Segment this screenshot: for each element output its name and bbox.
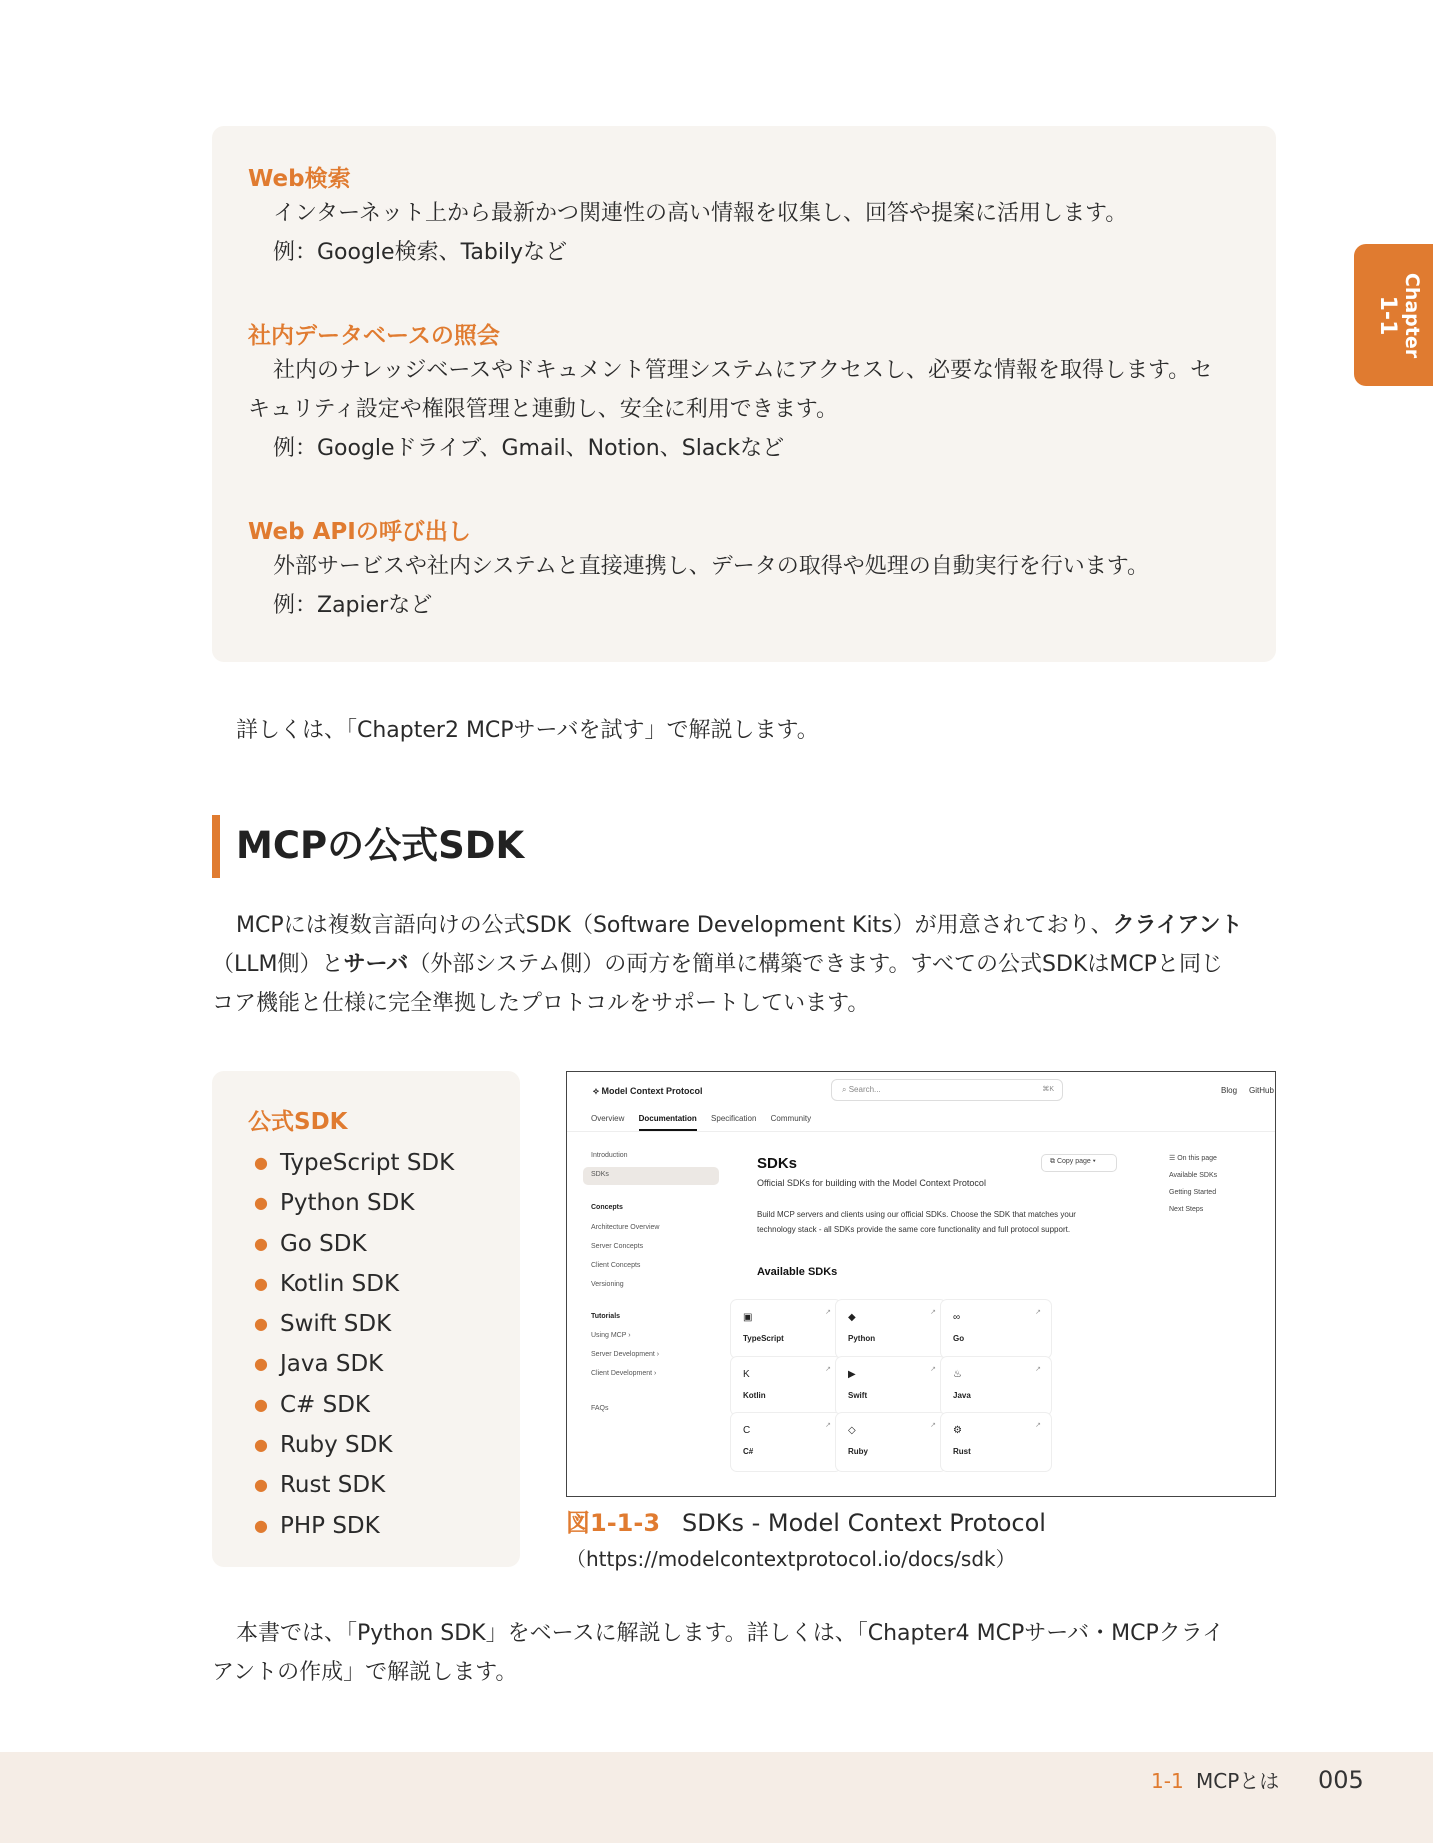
figure-label: 図1-1-3: [566, 1509, 661, 1537]
sdk-card[interactable]: [836, 1300, 946, 1358]
sidebar-item-versioning[interactable]: Versioning: [591, 1281, 624, 1288]
bullet-icon: ●: [254, 1193, 268, 1213]
sdk-list-item: [254, 1425, 454, 1465]
intro-bold-server: サーバ: [343, 952, 409, 977]
page-title: SDKs: [757, 1155, 798, 1172]
bullet-icon: ●: [254, 1394, 268, 1414]
sdk-card-name: Go: [953, 1334, 965, 1343]
sdk-list-item-label: Python SDK: [279, 1190, 415, 1217]
sdk-list-item: [254, 1264, 454, 1304]
info-item-internal-db: [248, 321, 1212, 468]
toc-item-available[interactable]: Available SDKs: [1169, 1172, 1218, 1179]
sidebar-item-faqs[interactable]: FAQs: [591, 1405, 609, 1412]
sdk-list-item: [254, 1465, 454, 1505]
sdk-list-item-label: TypeScript SDK: [279, 1150, 455, 1176]
intro-bold-client: クライアント: [1112, 913, 1243, 938]
doc-tabs: [591, 1114, 823, 1123]
tab-overview[interactable]: Overview: [591, 1114, 625, 1123]
page-body-line: Build MCP servers and clients using our official SDKs. Choose the SDK that matches your: [757, 1210, 1076, 1219]
sdk-logo-icon: ◇: [848, 1425, 856, 1436]
sidebar-item-client-concepts[interactable]: Client Concepts: [591, 1262, 641, 1269]
info-item-text: キュリティ設定や権限管理と連動し、安全に利用できます。: [248, 397, 839, 422]
sidebar-heading-concepts: Concepts: [591, 1204, 623, 1211]
bullet-icon: ●: [254, 1153, 268, 1172]
toc-item-getting-started[interactable]: Getting Started: [1169, 1189, 1217, 1196]
search-shortcut: ⌘K: [1042, 1086, 1054, 1093]
intro-line: [212, 945, 1276, 984]
mcp-logo: ⟡ Model Context Protocol: [593, 1086, 703, 1096]
sdk-card-name: C#: [743, 1447, 754, 1456]
info-item-text: 外部サービスや社内システムと直接連携し、データの取得や処理の自動実行を行います。: [273, 554, 1150, 579]
search-icon: ⌕ Search...: [842, 1085, 881, 1094]
sdk-logo-icon: K: [743, 1369, 750, 1380]
copy-icon: ⧉ Copy page ▾: [1050, 1158, 1096, 1165]
figure-caption: [566, 1507, 1046, 1539]
copy-page-label: Copy page: [1056, 1158, 1091, 1165]
info-item-text: インターネット上から最新かつ関連性の高い情報を収集し、回答や提案に活用します。: [273, 201, 1128, 226]
intro-text: MCPには複数言語向けの公式SDK（Software Development Kits）が用意されており、: [236, 913, 1113, 938]
page-footer: [0, 1752, 1433, 1843]
sdk-card-name: Python: [848, 1334, 876, 1343]
sdk-list: [254, 1143, 454, 1546]
section-heading-bar: [212, 815, 220, 878]
sdk-card[interactable]: [731, 1300, 841, 1358]
sidebar-item-introduction[interactable]: Introduction: [591, 1152, 628, 1159]
info-item-text: 社内のナレッジベースやドキュメント管理システムにアクセスし、必要な情報を取得します。セ: [273, 358, 1213, 383]
sdk-logo-icon: C: [743, 1425, 751, 1436]
sdk-card[interactable]: [731, 1357, 841, 1415]
footer-section-number: 1-1: [1151, 1769, 1184, 1793]
sdk-card-name: Java: [953, 1391, 971, 1400]
sidebar-item-using-mcp[interactable]: Using MCP ›: [591, 1332, 631, 1339]
sdk-logo-icon: ⚙: [953, 1425, 962, 1436]
sdk-list-item: [254, 1224, 454, 1264]
sdk-card[interactable]: [836, 1413, 946, 1471]
tab-community[interactable]: Community: [770, 1114, 812, 1123]
sdk-list-item-label: C# SDK: [279, 1391, 371, 1418]
sidebar-item-server-concepts[interactable]: Server Concepts: [591, 1243, 644, 1250]
tab-specification[interactable]: Specification: [711, 1114, 757, 1123]
external-link-icon: ↗: [825, 1366, 831, 1373]
info-item-web-api: [248, 517, 1149, 625]
sdk-logo-icon: ∞: [953, 1312, 961, 1323]
info-box: [212, 126, 1276, 662]
bullet-icon: ●: [254, 1475, 268, 1495]
section-heading: MCPの公式SDK: [236, 824, 525, 867]
bullet-icon: ●: [254, 1354, 268, 1374]
sidebar-heading-tutorials: Tutorials: [591, 1313, 621, 1320]
info-item-title: Web APIの呼び出し: [248, 519, 471, 545]
nav-link-github[interactable]: GitHub: [1249, 1086, 1274, 1095]
sdk-list-item-label: Ruby SDK: [279, 1432, 393, 1459]
sidebar-item-sdks[interactable]: SDKs: [591, 1171, 609, 1178]
sdk-card-name: Ruby: [848, 1447, 868, 1456]
sdk-list-title: 公式SDK: [248, 1109, 348, 1135]
mcp-logo-text: Model Context Protocol: [601, 1086, 703, 1096]
sdk-list-item: [254, 1344, 454, 1384]
toc-heading-text: On this page: [1177, 1155, 1217, 1162]
sdk-card-name: Rust: [953, 1447, 971, 1456]
search-input[interactable]: [831, 1079, 1063, 1101]
external-link-icon: ↗: [825, 1309, 831, 1316]
chapter-number: 1-1: [1375, 295, 1400, 336]
closing-paragraph: [212, 1614, 1276, 1692]
intro-line: コア機能と仕様に完全準拠したプロトコルをサポートしています。: [212, 991, 870, 1016]
sdk-logo-icon: ♨: [953, 1369, 962, 1380]
sidebar-item-architecture[interactable]: Architecture Overview: [591, 1224, 660, 1231]
page-number: 005: [1318, 1766, 1364, 1794]
tab-documentation[interactable]: Documentation: [639, 1114, 697, 1131]
external-link-icon: ↗: [1035, 1309, 1041, 1316]
sdk-list-item-label: Rust SDK: [279, 1472, 386, 1499]
sdk-card-name: TypeScript: [743, 1334, 784, 1343]
external-link-icon: ↗: [930, 1366, 936, 1373]
header-divider: [567, 1131, 1275, 1132]
toc-heading: ☰ On this page: [1169, 1155, 1217, 1162]
sdk-list-item: [254, 1506, 454, 1546]
bullet-icon: ●: [254, 1435, 268, 1455]
sdk-card[interactable]: [731, 1413, 841, 1471]
sdk-logo-icon: ▣: [743, 1312, 753, 1323]
info-item-web-search: [248, 164, 1127, 272]
external-link-icon: ↗: [930, 1422, 936, 1429]
intro-line: [212, 906, 1276, 945]
bullet-icon: ●: [254, 1314, 268, 1334]
closing-line: アントの作成」で解説します。: [212, 1660, 518, 1685]
sidebar-item-client-dev[interactable]: Client Development ›: [591, 1370, 657, 1377]
footer-section-title: MCPとは: [1196, 1769, 1280, 1793]
closing-line: 本書では、「Python SDK」をベースに解説します。詳しくは、「Chapter4 MCPサーバ・MCPクライ: [236, 1621, 1225, 1646]
sdk-list-item: [254, 1143, 454, 1183]
page-body-line: technology stack - all SDKs provide the same core functionality and full protocol support.: [757, 1225, 1071, 1234]
bullet-icon: ●: [254, 1273, 268, 1293]
page-subtitle: Official SDKs for building with the Model Context Protocol: [757, 1178, 986, 1188]
info-item-example: 例：Zapierなど: [273, 593, 433, 618]
external-link-icon: ↗: [930, 1309, 936, 1316]
sdk-logo-icon: ◆: [848, 1312, 856, 1323]
info-item-title: 社内データベースの照会: [248, 323, 500, 349]
bullet-icon: ●: [254, 1233, 268, 1253]
info-item-example: 例：Googleドライブ、Gmail、Notion、Slackなど: [273, 436, 785, 461]
sdk-list-box: [212, 1071, 520, 1567]
sdk-list-item-label: Go SDK: [279, 1230, 367, 1257]
detail-text: 詳しくは、「Chapter2 MCPサーバを試す」で解説します。: [236, 718, 819, 743]
sdk-card-name: Swift: [848, 1391, 868, 1400]
search-placeholder: Search...: [848, 1085, 881, 1094]
sdk-list-item-label: Swift SDK: [279, 1311, 392, 1338]
sdk-card[interactable]: [941, 1357, 1051, 1415]
sdk-card[interactable]: [836, 1357, 946, 1415]
sdk-card[interactable]: [941, 1300, 1051, 1358]
figure-url: （https://modelcontextprotocol.io/docs/sdk）: [566, 1547, 1016, 1571]
chapter-word: Chapter: [1401, 272, 1423, 359]
sdk-list-item: [254, 1304, 454, 1344]
nav-link-blog[interactable]: Blog: [1221, 1086, 1238, 1095]
sdk-list-item: [254, 1183, 454, 1223]
sdk-list-item-label: Kotlin SDK: [279, 1270, 400, 1297]
info-item-title: Web検索: [248, 166, 351, 192]
sdk-logo-icon: ▶: [848, 1369, 856, 1380]
bullet-icon: ●: [254, 1515, 268, 1535]
available-sdks-heading: Available SDKs: [757, 1266, 838, 1278]
copy-page-button[interactable]: [1041, 1154, 1117, 1172]
sdk-list-item-label: PHP SDK: [279, 1512, 380, 1539]
info-item-example: 例：Google検索、Tabilyなど: [273, 240, 568, 265]
sdk-card[interactable]: [941, 1413, 1051, 1471]
sdk-card-name: Kotlin: [743, 1391, 766, 1400]
external-link-icon: ↗: [1035, 1422, 1041, 1429]
external-link-icon: ↗: [1035, 1366, 1041, 1373]
sdk-list-item: [254, 1385, 454, 1425]
external-link-icon: ↗: [825, 1422, 831, 1429]
figure-title: SDKs - Model Context Protocol: [682, 1509, 1046, 1537]
toc-item-next-steps[interactable]: Next Steps: [1169, 1206, 1204, 1213]
intro-text: （外部システム側）の両方を簡単に構築できます。すべての公式SDKはMCPと同じ: [408, 952, 1223, 977]
sidebar-item-server-dev[interactable]: Server Development ›: [591, 1351, 660, 1358]
section-intro: [212, 906, 1276, 1023]
intro-text: （LLM側）と: [212, 952, 344, 977]
chapter-tab-label: [1364, 264, 1424, 367]
sdk-page-screenshot: [566, 1071, 1276, 1497]
chapter-tab: [1354, 244, 1433, 386]
sdk-list-item-label: Java SDK: [279, 1351, 384, 1378]
